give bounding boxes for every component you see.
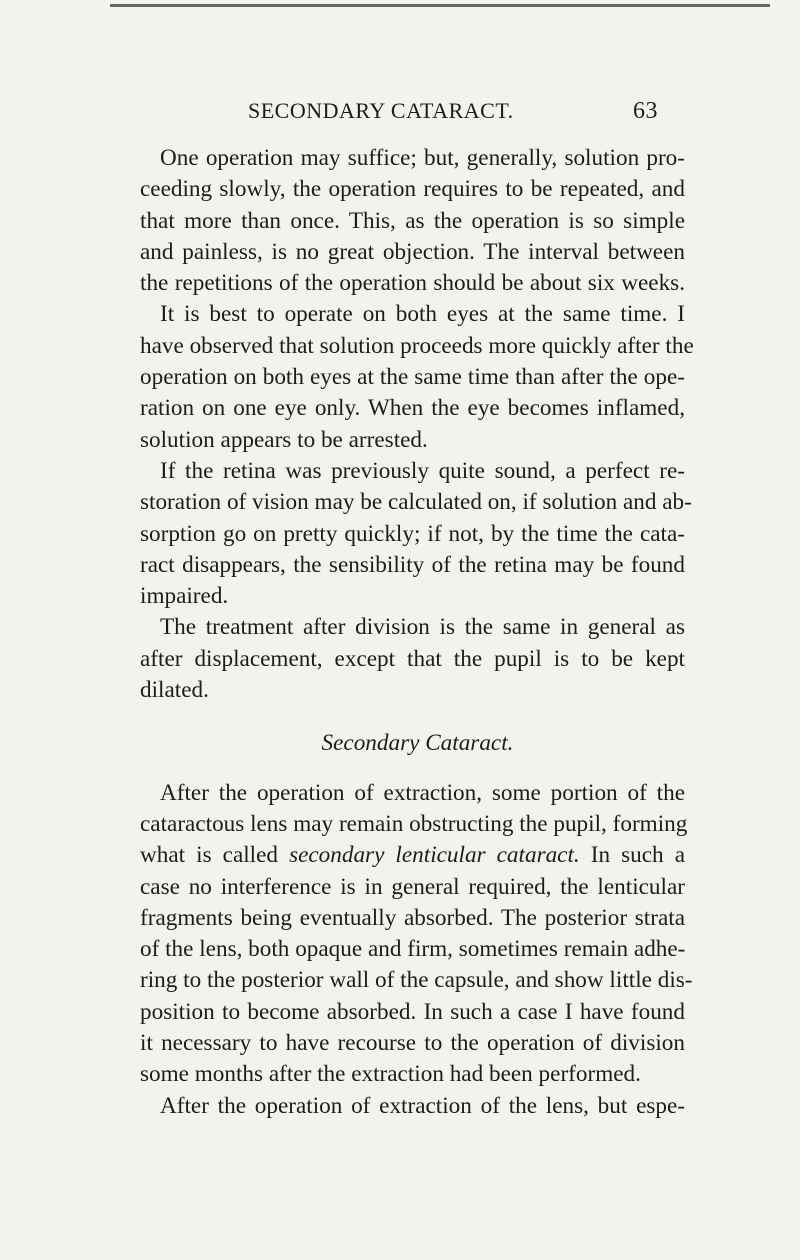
text-line: that more than once. This, as the operation is so simple xyxy=(140,207,685,234)
text-line: impaired. xyxy=(140,583,229,610)
paragraph xyxy=(140,612,685,706)
top-edge-rule xyxy=(110,4,770,7)
section-heading: Secondary Cataract. xyxy=(321,730,514,757)
text-run: what is called xyxy=(140,842,279,869)
text-line: of the lens, both opaque and firm, sometimes remain adhe- xyxy=(140,936,686,963)
text-line: after displacement, except that the pupil is to be kept xyxy=(140,645,685,672)
text-line: operation on both eyes at the same time than after the ope- xyxy=(140,364,685,391)
text-line: dilated. xyxy=(140,677,209,704)
text-line: cataractous lens may remain obstructing the pupil, forming xyxy=(140,810,688,837)
paragraph xyxy=(140,456,692,612)
text-line: After the operation of extraction of the lens, but espe- xyxy=(160,1092,685,1119)
running-head xyxy=(248,98,658,128)
text-line: position to become absorbed. In such a case I have found xyxy=(140,998,685,1025)
text-line: One operation may suffice; but, generally, solution pro- xyxy=(160,145,685,171)
text-line: ring to the posterior wall of the capsule, and show little dis- xyxy=(140,967,693,994)
paragraph xyxy=(140,1091,685,1122)
text-line: the repetitions of the operation should be about six weeks. xyxy=(140,270,685,297)
paragraph xyxy=(140,299,694,455)
paragraph xyxy=(140,778,693,1091)
text-line: have observed that solution proceeds more quickly after the xyxy=(140,332,694,359)
spacer xyxy=(140,706,685,728)
text-line-mixed xyxy=(140,840,685,871)
text-line: it necessary to have recourse to the operation of division xyxy=(140,1030,685,1057)
running-head-title: SECONDARY CATARACT. xyxy=(248,98,514,123)
text-line: ceeding slowly, the operation requires to be repeated, and xyxy=(140,176,685,203)
text-line: some months after the extraction had been performed. xyxy=(140,1061,641,1088)
page-body xyxy=(140,143,694,1122)
text-line: ration on one eye only. When the eye becomes inflamed, xyxy=(140,395,685,422)
text-line: case no interference is in general required, the lenticular xyxy=(140,873,685,900)
text-line: It is best to operate on both eyes at the same time. I xyxy=(160,301,685,328)
text-line: If the retina was previously quite sound, a perfect re- xyxy=(160,457,685,484)
text-line: sorption go on pretty quickly; if not, by the time the cata- xyxy=(140,520,685,547)
page-number: 63 xyxy=(633,98,658,124)
text-line: After the operation of extraction, some portion of the xyxy=(160,779,685,806)
paragraph xyxy=(140,143,685,299)
text-line: solution appears to be arrested. xyxy=(140,426,428,453)
text-run: In such a xyxy=(590,842,686,869)
text-line: storation of vision may be calculated on, if solution and ab- xyxy=(140,489,692,516)
text-line: fragments being eventually absorbed. The posterior strata xyxy=(140,904,685,931)
text-line: ract disappears, the sensibility of the retina may be found xyxy=(140,551,685,578)
italic-term: secondary lenticular cataract. xyxy=(289,842,580,869)
text-line: and painless, is no great objection. The interval between xyxy=(140,238,685,265)
text-line: The treatment after division is the same in general as xyxy=(160,614,685,641)
spacer xyxy=(140,760,685,778)
